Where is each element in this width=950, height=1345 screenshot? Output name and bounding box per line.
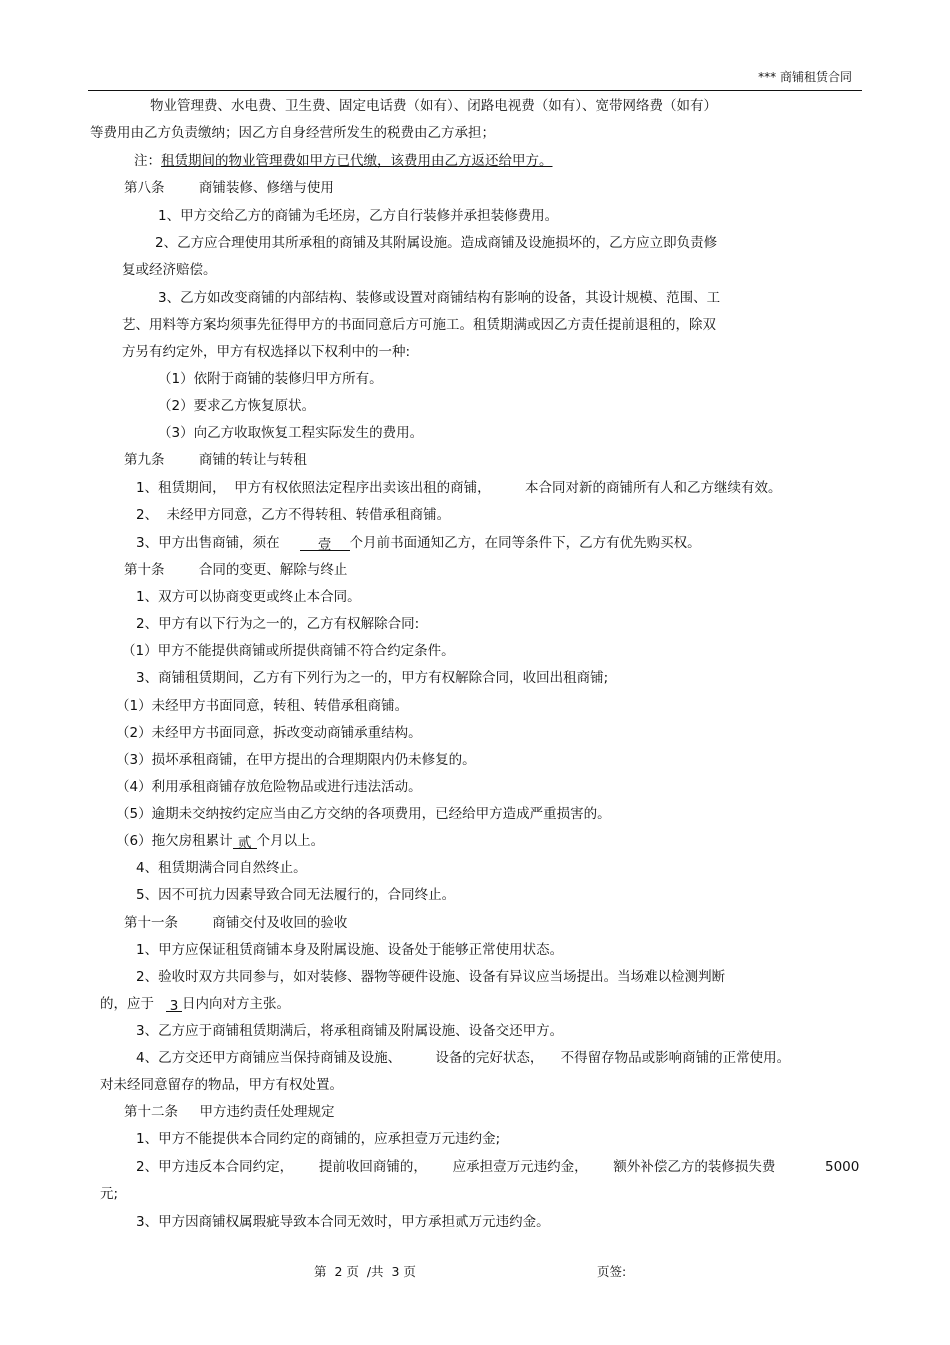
article-10-item-3-option-2: （2）未经甲方书面同意，拆改变动商铺承重结构。 bbox=[116, 725, 422, 741]
article-9-item-3-suffix: 个月前书面通知乙方，在同等条件下，乙方有优先购买权。 bbox=[349, 535, 701, 551]
article-10-item-3: 3、商铺租赁期间，乙方有下列行为之一的，甲方有权解除合同，收回出租商铺; bbox=[136, 670, 609, 686]
page-number: 第 2 页 /共 3 页 bbox=[314, 1264, 416, 1279]
article-10-item-3-option-6 bbox=[116, 832, 324, 850]
article-8-title: 第八条 商铺装修、修缮与使用 bbox=[124, 180, 334, 196]
arrears-prefix: （6）拖欠房租累计 bbox=[116, 833, 233, 849]
article-8-item-3-line-2: 艺、用料等方案均须事先征得甲方的书面同意后方可施工。租赁期满或因乙方责任提前退租的，除双 bbox=[122, 317, 716, 333]
article-10-item-3-option-4: （4）利用承租商铺存放危险物品或进行违法活动。 bbox=[116, 779, 422, 795]
inspection-prefix: 的，应于 bbox=[100, 996, 154, 1012]
article-12-item-2-line-2: 元; bbox=[100, 1186, 119, 1202]
repair-compensation-amount: 5000 bbox=[825, 1159, 860, 1175]
article-10-title: 第十条 合同的变更、解除与终止 bbox=[124, 562, 348, 578]
article-10-item-4: 4、租赁期满合同自然终止。 bbox=[136, 860, 307, 876]
article-11-item-4-line-1: 4、乙方交还甲方商铺应当保持商铺及设施、 设备的完好状态， 不得留存物品或影响商铺的正常使用。 bbox=[136, 1050, 791, 1066]
article-12-item-2-line-1: 2、甲方违反本合同约定， 提前收回商铺的， 应承担壹万元违约金， 额外补偿乙方的装修损失费 bbox=[136, 1159, 776, 1175]
document-header-title: *** 商铺租赁合同 bbox=[758, 70, 852, 84]
article-8-item-2-line-1: 2、乙方应合理使用其所承租的商铺及其附属设施。造成商铺及设施损坏的，乙方应立即负责修 bbox=[155, 235, 718, 251]
article-10-item-5: 5、因不可抗力因素导致合同无法履行的，合同终止。 bbox=[136, 887, 456, 903]
article-9-item-3-prefix: 3、甲方出售商铺，须在 bbox=[136, 535, 280, 551]
note-underlined-text: 租赁期间的物业管理费如甲方已代缴，该费用由乙方返还给甲方。 bbox=[161, 153, 553, 169]
inspection-days-blank: 3 bbox=[166, 997, 182, 1012]
paragraph-fees-1: 物业管理费、水电费、卫生费、固定电话费（如有）、闭路电视费（如有）、宽带网络费（如有） bbox=[150, 98, 717, 114]
notice-months-blank: 壹 bbox=[300, 536, 350, 551]
article-12-item-1: 1、甲方不能提供本合同约定的商铺的，应承担壹万元违约金; bbox=[136, 1131, 501, 1147]
article-10-item-3-option-5: （5）逾期未交纳按约定应当由乙方交纳的各项费用，已经给甲方造成严重损害的。 bbox=[116, 806, 611, 822]
article-8-option-1: （1）依附于商铺的装修归甲方所有。 bbox=[158, 371, 383, 387]
article-8-item-2-line-2: 复或经济赔偿。 bbox=[122, 262, 217, 278]
article-9-item-3 bbox=[136, 534, 701, 552]
header-divider bbox=[88, 90, 862, 91]
article-11-item-2-line-2 bbox=[100, 995, 290, 1013]
article-9-item-2: 2、 未经甲方同意，乙方不得转租、转借承租商铺。 bbox=[136, 507, 451, 523]
article-10-item-3-option-3: （3）损坏承租商铺，在甲方提出的合理期限内仍未修复的。 bbox=[116, 752, 476, 768]
article-8-item-3-line-3: 方另有约定外，甲方有权选择以下权利中的一种: bbox=[122, 344, 411, 360]
arrears-suffix: 个月以上。 bbox=[256, 833, 325, 849]
article-11-item-4-line-2: 对未经同意留存的物品，甲方有权处置。 bbox=[100, 1077, 343, 1093]
arrears-months-blank: 贰 bbox=[233, 834, 257, 849]
note-prefix: 注： bbox=[134, 153, 161, 169]
article-8-item-1: 1、甲方交给乙方的商铺为毛坯房，乙方自行装修并承担装修费用。 bbox=[158, 208, 559, 224]
article-12-title: 第十二条 甲方违约责任处理规定 bbox=[124, 1104, 335, 1120]
page-signature-label: 页签: bbox=[597, 1264, 627, 1279]
article-11-item-1: 1、甲方应保证租赁商铺本身及附属设施、设备处于能够正常使用状态。 bbox=[136, 942, 564, 958]
article-10-item-2: 2、甲方有以下行为之一的，乙方有权解除合同: bbox=[136, 616, 420, 632]
article-12-item-3: 3、甲方因商铺权属瑕疵导致本合同无效时，甲方承担贰万元违约金。 bbox=[136, 1214, 550, 1230]
article-10-item-1: 1、双方可以协商变更或终止本合同。 bbox=[136, 589, 361, 605]
article-11-item-2-line-1: 2、验收时双方共同参与，如对装修、器物等硬件设施、设备有异议应当场提出。当场难以检测判断 bbox=[136, 969, 726, 985]
article-8-option-2: （2）要求乙方恢复原状。 bbox=[158, 398, 316, 414]
article-8-option-3: （3）向乙方收取恢复工程实际发生的费用。 bbox=[158, 425, 424, 441]
article-11-title: 第十一条 商铺交付及收回的验收 bbox=[124, 915, 348, 931]
note-line bbox=[134, 152, 601, 170]
paragraph-fees-2: 等费用由乙方负责缴纳；因乙方自身经营所发生的税费由乙方承担； bbox=[90, 125, 495, 141]
article-11-item-3: 3、乙方应于商铺租赁期满后，将承租商铺及附属设施、设备交还甲方。 bbox=[136, 1023, 564, 1039]
article-10-item-3-option-1: （1）未经甲方书面同意，转租、转借承租商铺。 bbox=[116, 698, 409, 714]
article-10-item-2-option-1: （1）甲方不能提供商铺或所提供商铺不符合约定条件。 bbox=[122, 643, 455, 659]
article-8-item-3-line-1: 3、乙方如改变商铺的内部结构、装修或设置对商铺结构有影响的设备，其设计规模、范围、工 bbox=[158, 290, 721, 306]
article-9-title: 第九条 商铺的转让与转租 bbox=[124, 452, 307, 468]
article-9-item-1: 1、租赁期间， 甲方有权依照法定程序出卖该出租的商铺， 本合同对新的商铺所有人和乙方继续有效。 bbox=[136, 480, 782, 496]
inspection-suffix: 日内向对方主张。 bbox=[182, 996, 290, 1012]
